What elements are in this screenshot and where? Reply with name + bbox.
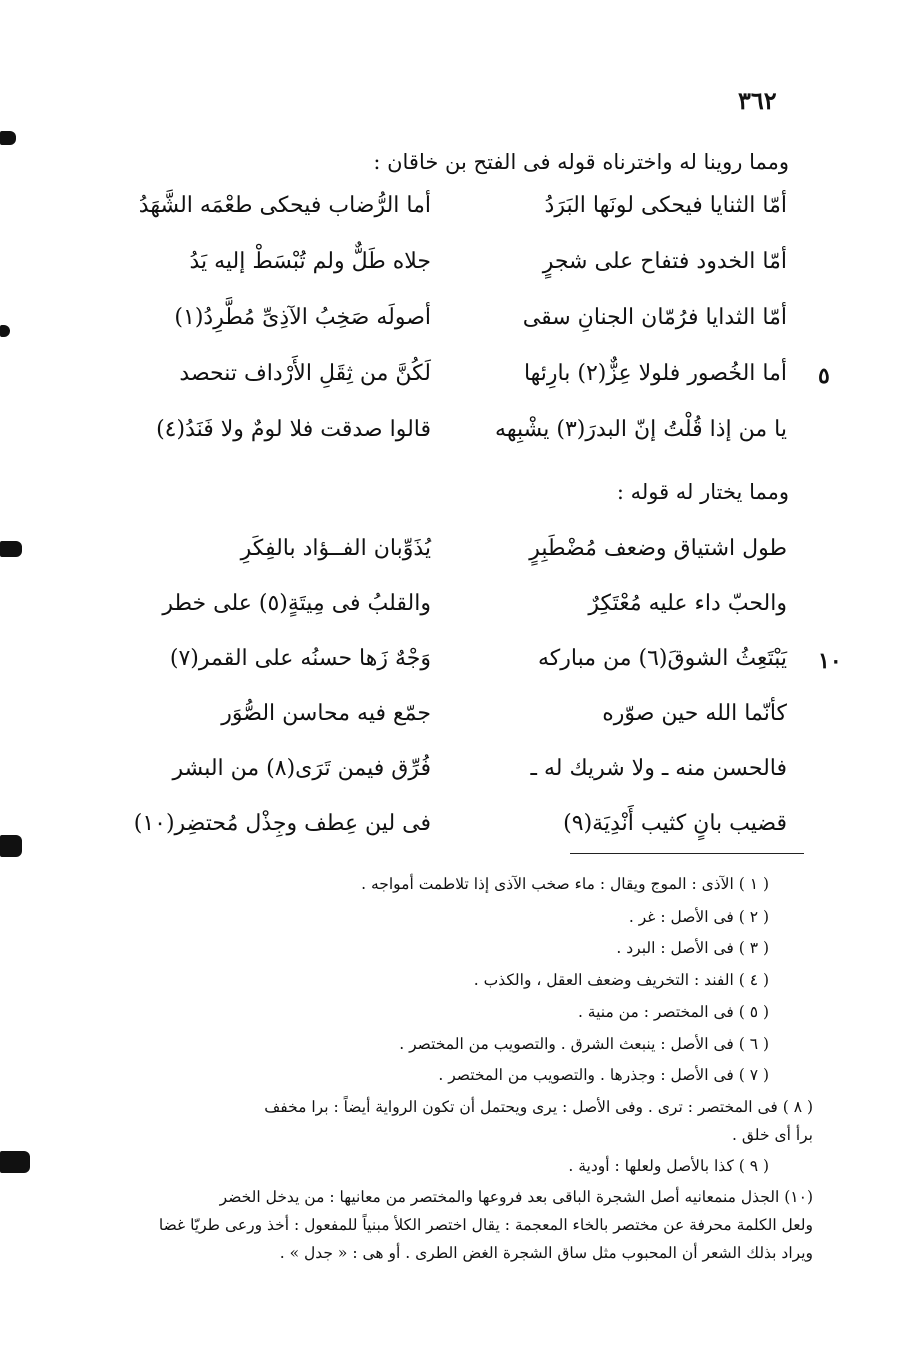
verse-hemistich-first: كأنّما الله حين صوّره (602, 701, 787, 726)
verse-hemistich-first: فالحسن منه ـ ولا شريك له ـ (530, 756, 787, 781)
verse-hemistich-second: فُرِّق فيمن تَرَى(٨) من البشر (172, 756, 431, 781)
verse-line (0, 409, 909, 465)
footnote: ( ٣ ) فى الأصل : البرد . (616, 939, 769, 957)
verse-hemistich-first: يا من إذا قُلْتُ إنّ البدرَ(٣) يشْبِهه (495, 417, 787, 442)
footnote: ( ٥ ) فى المختصر : من منية . (577, 1003, 769, 1021)
verse-hemistich-second: وَجْهٌ زَها حسنُه على القمر(٧) (169, 646, 431, 671)
verse-line (0, 353, 909, 409)
footnote: ( ١ ) الآذى : الموج ويقال : ماء صخب الآذى إذا تلاطمت أمواجه . (361, 875, 769, 893)
verse-hemistich-first: أمّا الخدود فتفاح على شجرٍ (542, 249, 787, 274)
verse-hemistich-first: قضيب بانٍ كثيب أَنْدِيَة(٩) (563, 811, 787, 836)
footnote: (١٠) الجذل منمعانيه أصل الشجرة الباقى بعد فروعها والمختصر من معانيها : من يدخل الخضر (219, 1188, 813, 1206)
intro-text: ومما روينا له واخترناه قوله فى الفتح بن خاقان : (373, 150, 789, 174)
verse-hemistich-second: أما الرُّضاب فيحكى طعْمَه الشَّهَدُ (138, 193, 431, 218)
verse-hemistich-second: قالوا صدقت فلا لومٌ ولا فَنَدُ(٤) (156, 417, 431, 442)
verse-line (0, 748, 909, 804)
verse-hemistich-second: جمّع فيه محاسن الصُّوَر (221, 701, 431, 726)
verse-hemistich-second: أصولَه صَخِبُ الآذِىِّ مُطَّرِدُ(١) (174, 305, 431, 330)
footnote-continuation: ولعل الكلمة محرفة عن مختصر بالخاء المعجمة : يقال اختصر الكلأ مبنياً للمفعول : أخذ ورعى طريّا غضا (158, 1216, 813, 1234)
verse-hemistich-second: والقلبُ فى مِيتَةٍ(٥) على خطر (162, 591, 431, 616)
page-number: ٣٦٢ (738, 86, 777, 115)
verse-line (0, 185, 909, 241)
verse-hemistich-first: أما الخُصور فلولا عِزٌّ(٢) بارِئها (523, 361, 787, 386)
verse-line (0, 528, 909, 584)
verse-hemistich-second: فى لين عِطف وجِذْل مُحتضِر(١٠) (133, 811, 431, 836)
footnote-separator (570, 853, 804, 854)
verse-line (0, 693, 909, 749)
footnote-continuation: برأ أى خلق . (732, 1126, 813, 1144)
verse-line (0, 638, 909, 694)
line-number: ٥ (818, 363, 830, 389)
verse-hemistich-second: لَكُنَّ من ثِقَلِ الأَرْداف تنحصد (179, 361, 431, 386)
verse-hemistich-first: أمّا الثنايا فيحكى لونَها البَرَدُ (544, 193, 787, 218)
intro-text: ومما يختار له قوله : (616, 480, 789, 504)
scan-mark (0, 131, 16, 145)
scan-mark (0, 1151, 30, 1173)
verse-line (0, 583, 909, 639)
verse-line (0, 803, 909, 859)
verse-line (0, 297, 909, 353)
scan-mark (0, 541, 22, 557)
scan-mark (0, 835, 22, 857)
footnote: ( ٧ ) فى الأصل : وجذرها . والتصويب من المختصر . (438, 1066, 769, 1084)
footnote: ( ٤ ) الفند : التخريف وضعف العقل ، والكذب . (473, 971, 769, 989)
footnote: ( ٢ ) فى الأصل : غر . (628, 908, 769, 926)
footnote: ( ٨ ) فى المختصر : ترى . وفى الأصل : يرى ويحتمل أن تكون الرواية أيضاً : برا مخفف (264, 1098, 813, 1116)
verse-hemistich-first: والحبّ داء عليه مُعْتَكِرٌ (588, 591, 787, 616)
footnote: ( ٩ ) كذا بالأصل ولعلها : أودية . (568, 1157, 769, 1175)
verse-hemistich-second: جلاه طَلٌّ ولم تُبْسَطْ إليه يَدُ (189, 249, 431, 274)
verse-hemistich-first: أمّا الثدايا فرُمّان الجنانِ سقى (522, 305, 787, 330)
verse-line (0, 241, 909, 297)
footnote-continuation: ويراد بذلك الشعر أن المحبوب مثل ساق الشجرة الغض الطرى . أو هى : « جدل » . (279, 1244, 813, 1262)
verse-hemistich-second: يُذَوِّبان الفــؤاد بالفِكَرِ (240, 536, 431, 561)
footnote: ( ٦ ) فى الأصل : ينبعث الشرق . والتصويب من المختصر . (399, 1035, 769, 1053)
verse-hemistich-first: يَبْتَعِثُ الشوقَ(٦) من مباركه (537, 646, 787, 671)
verse-hemistich-first: طول اشتياق وضعف مُضْطَبِرٍ (529, 536, 787, 561)
line-number: ١٠ (818, 648, 842, 674)
